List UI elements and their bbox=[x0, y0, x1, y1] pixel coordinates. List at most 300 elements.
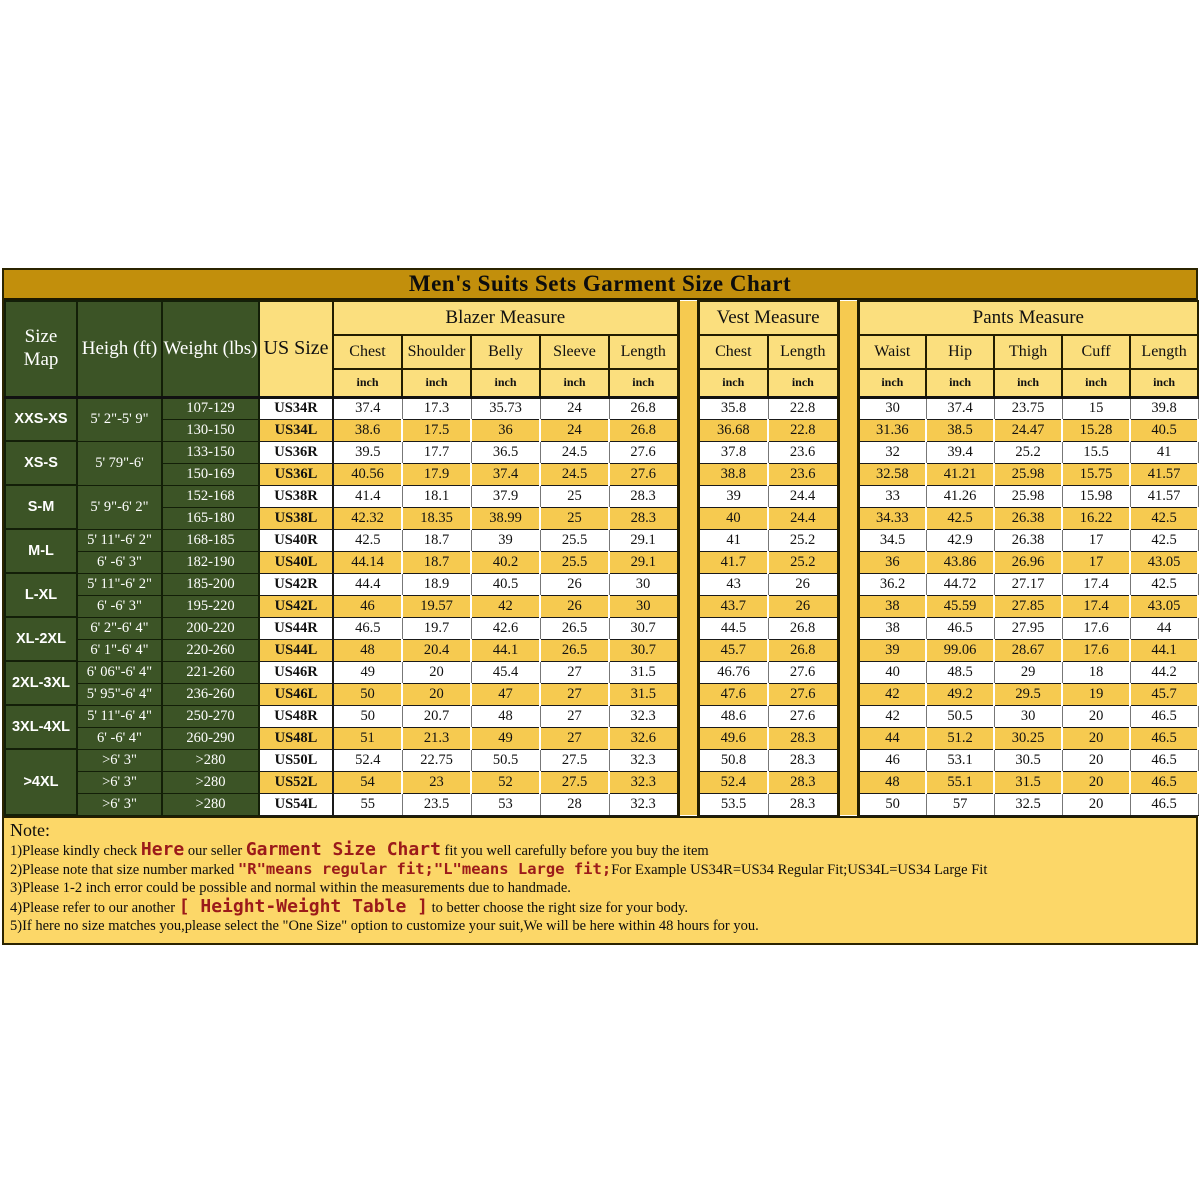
pants-value-cell: 39 bbox=[858, 639, 926, 661]
blazer-value-cell: 42.6 bbox=[471, 617, 540, 639]
pants-value-cell: 16.22 bbox=[1062, 507, 1130, 529]
col-header-blazer-belly: Belly bbox=[471, 335, 540, 369]
pants-value-cell: 44.2 bbox=[1130, 661, 1198, 683]
blazer-value-cell: 49 bbox=[471, 727, 540, 749]
note-text: 5)If here no size matches you,please select the "One Size" option to customize your suit,We will be here within 48 hours for you. bbox=[10, 917, 759, 934]
weight-cell: 200-220 bbox=[162, 617, 259, 639]
pants-value-cell: 42.5 bbox=[926, 507, 994, 529]
pants-value-cell: 26.38 bbox=[994, 529, 1062, 551]
blazer-value-cell: 27 bbox=[540, 705, 609, 727]
blazer-value-cell: 25.5 bbox=[540, 551, 609, 573]
section-header-vest: Vest Measure bbox=[698, 301, 838, 335]
pants-value-cell: 15.28 bbox=[1062, 419, 1130, 441]
weight-cell: 150-169 bbox=[162, 463, 259, 485]
blazer-value-cell: 27 bbox=[540, 727, 609, 749]
blazer-value-cell: 50 bbox=[333, 683, 402, 705]
blazer-value-cell: 44.1 bbox=[471, 639, 540, 661]
blazer-value-cell: 23 bbox=[402, 771, 471, 793]
unit-label: inch bbox=[471, 369, 540, 397]
weight-cell: 221-260 bbox=[162, 661, 259, 683]
pants-value-cell: 57 bbox=[926, 793, 994, 815]
gap-strip bbox=[838, 301, 858, 815]
col-header-size-map: Size Map bbox=[5, 301, 77, 397]
blazer-value-cell: 31.5 bbox=[609, 683, 678, 705]
blazer-value-cell: 27 bbox=[540, 661, 609, 683]
pants-value-cell: 37.4 bbox=[926, 397, 994, 419]
pants-value-cell: 34.5 bbox=[858, 529, 926, 551]
pants-value-cell: 41.21 bbox=[926, 463, 994, 485]
blazer-value-cell: 19.57 bbox=[402, 595, 471, 617]
note-line bbox=[10, 841, 1190, 860]
pants-value-cell: 25.2 bbox=[994, 441, 1062, 463]
pants-value-cell: 25.98 bbox=[994, 485, 1062, 507]
us-size-cell: US38L bbox=[259, 507, 333, 529]
height-cell: 6' -6' 4" bbox=[77, 727, 162, 749]
col-header-blazer-shoulder: Shoulder bbox=[402, 335, 471, 369]
blazer-value-cell: 32.3 bbox=[609, 749, 678, 771]
pants-value-cell: 46 bbox=[858, 749, 926, 771]
height-cell: 6' 06"-6' 4" bbox=[77, 661, 162, 683]
note-line bbox=[10, 917, 1190, 935]
height-cell: 5' 11"-6' 2" bbox=[77, 573, 162, 595]
pants-value-cell: 17.6 bbox=[1062, 617, 1130, 639]
pants-value-cell: 44.1 bbox=[1130, 639, 1198, 661]
unit-label: inch bbox=[1130, 369, 1198, 397]
vest-value-cell: 53.5 bbox=[698, 793, 768, 815]
height-cell: 5' 11"-6' 2" bbox=[77, 529, 162, 551]
vest-value-cell: 43.7 bbox=[698, 595, 768, 617]
pants-value-cell: 29.5 bbox=[994, 683, 1062, 705]
height-cell: >6' 3" bbox=[77, 749, 162, 771]
blazer-value-cell: 22.75 bbox=[402, 749, 471, 771]
vest-value-cell: 52.4 bbox=[698, 771, 768, 793]
us-size-cell: US52L bbox=[259, 771, 333, 793]
height-cell: 5' 2"-5' 9" bbox=[77, 397, 162, 441]
table-row bbox=[5, 441, 1198, 463]
blazer-value-cell: 23.5 bbox=[402, 793, 471, 815]
blazer-value-cell: 40.56 bbox=[333, 463, 402, 485]
size-group-cell: XL-2XL bbox=[5, 617, 77, 661]
blazer-value-cell: 26.8 bbox=[609, 419, 678, 441]
vest-value-cell: 23.6 bbox=[768, 463, 838, 485]
vest-value-cell: 28.3 bbox=[768, 771, 838, 793]
pants-value-cell: 55.1 bbox=[926, 771, 994, 793]
blazer-value-cell: 50.5 bbox=[471, 749, 540, 771]
table-row bbox=[5, 551, 1198, 573]
blazer-value-cell: 27.6 bbox=[609, 463, 678, 485]
vest-value-cell: 48.6 bbox=[698, 705, 768, 727]
pants-value-cell: 32.58 bbox=[858, 463, 926, 485]
size-group-cell: >4XL bbox=[5, 749, 77, 815]
pants-value-cell: 15.75 bbox=[1062, 463, 1130, 485]
vest-value-cell: 24.4 bbox=[768, 485, 838, 507]
blazer-value-cell: 30 bbox=[609, 573, 678, 595]
blazer-value-cell: 41.4 bbox=[333, 485, 402, 507]
blazer-value-cell: 20.7 bbox=[402, 705, 471, 727]
blazer-value-cell: 29.1 bbox=[609, 551, 678, 573]
blazer-value-cell: 44.4 bbox=[333, 573, 402, 595]
pants-value-cell: 41.57 bbox=[1130, 485, 1198, 507]
pants-value-cell: 41 bbox=[1130, 441, 1198, 463]
blazer-value-cell: 27 bbox=[540, 683, 609, 705]
unit-label: inch bbox=[333, 369, 402, 397]
pants-value-cell: 39.8 bbox=[1130, 397, 1198, 419]
pants-value-cell: 40.5 bbox=[1130, 419, 1198, 441]
us-size-cell: US40R bbox=[259, 529, 333, 551]
pants-value-cell: 50.5 bbox=[926, 705, 994, 727]
blazer-value-cell: 21.3 bbox=[402, 727, 471, 749]
us-size-cell: US54L bbox=[259, 793, 333, 815]
pants-value-cell: 20 bbox=[1062, 749, 1130, 771]
weight-cell: >280 bbox=[162, 749, 259, 771]
vest-value-cell: 45.7 bbox=[698, 639, 768, 661]
blazer-value-cell: 46.5 bbox=[333, 617, 402, 639]
blazer-value-cell: 36 bbox=[471, 419, 540, 441]
pants-value-cell: 43.05 bbox=[1130, 551, 1198, 573]
pants-value-cell: 44 bbox=[1130, 617, 1198, 639]
vest-value-cell: 27.6 bbox=[768, 661, 838, 683]
pants-value-cell: 17.4 bbox=[1062, 595, 1130, 617]
unit-label: inch bbox=[994, 369, 1062, 397]
pants-value-cell: 26.96 bbox=[994, 551, 1062, 573]
weight-cell: 236-260 bbox=[162, 683, 259, 705]
col-header-pants-length: Length bbox=[1130, 335, 1198, 369]
blazer-value-cell: 42.5 bbox=[333, 529, 402, 551]
note-text: 4)Please refer to our another bbox=[10, 899, 179, 916]
us-size-cell: US44R bbox=[259, 617, 333, 639]
weight-cell: 185-200 bbox=[162, 573, 259, 595]
blazer-value-cell: 18.1 bbox=[402, 485, 471, 507]
vest-value-cell: 39 bbox=[698, 485, 768, 507]
blazer-value-cell: 26.5 bbox=[540, 639, 609, 661]
vest-value-cell: 44.5 bbox=[698, 617, 768, 639]
vest-value-cell: 26 bbox=[768, 573, 838, 595]
pants-value-cell: 32.5 bbox=[994, 793, 1062, 815]
pants-value-cell: 41.57 bbox=[1130, 463, 1198, 485]
unit-label: inch bbox=[698, 369, 768, 397]
blazer-value-cell: 52 bbox=[471, 771, 540, 793]
height-cell: 6' -6' 3" bbox=[77, 551, 162, 573]
vest-value-cell: 28.3 bbox=[768, 749, 838, 771]
size-group-cell: M-L bbox=[5, 529, 77, 573]
pants-value-cell: 30.5 bbox=[994, 749, 1062, 771]
blazer-value-cell: 48 bbox=[333, 639, 402, 661]
blazer-value-cell: 46 bbox=[333, 595, 402, 617]
note-text: fit you well carefully before you buy the item bbox=[440, 843, 709, 859]
blazer-value-cell: 18.7 bbox=[402, 529, 471, 551]
height-cell: >6' 3" bbox=[77, 771, 162, 793]
blazer-value-cell: 32.3 bbox=[609, 771, 678, 793]
pants-value-cell: 36 bbox=[858, 551, 926, 573]
pants-value-cell: 45.7 bbox=[1130, 683, 1198, 705]
us-size-cell: US48L bbox=[259, 727, 333, 749]
table-row bbox=[5, 485, 1198, 507]
blazer-value-cell: 44.14 bbox=[333, 551, 402, 573]
blazer-value-cell: 19.7 bbox=[402, 617, 471, 639]
blazer-value-cell: 53 bbox=[471, 793, 540, 815]
section-header-pants: Pants Measure bbox=[858, 301, 1198, 335]
blazer-value-cell: 37.9 bbox=[471, 485, 540, 507]
vest-value-cell: 25.2 bbox=[768, 529, 838, 551]
pants-value-cell: 46.5 bbox=[1130, 793, 1198, 815]
table-row bbox=[5, 683, 1198, 705]
vest-value-cell: 26 bbox=[768, 595, 838, 617]
note-text: 1)Please kindly check bbox=[10, 843, 141, 859]
col-header-vest-length: Length bbox=[768, 335, 838, 369]
table-row bbox=[5, 419, 1198, 441]
blazer-value-cell: 24 bbox=[540, 397, 609, 419]
pants-value-cell: 42.5 bbox=[1130, 573, 1198, 595]
blazer-value-cell: 42.32 bbox=[333, 507, 402, 529]
table-row bbox=[5, 793, 1198, 815]
pants-value-cell: 43.05 bbox=[1130, 595, 1198, 617]
table-row bbox=[5, 529, 1198, 551]
height-cell: 6' 2"-6' 4" bbox=[77, 617, 162, 639]
pants-value-cell: 53.1 bbox=[926, 749, 994, 771]
blazer-value-cell: 37.4 bbox=[471, 463, 540, 485]
size-group-cell: L-XL bbox=[5, 573, 77, 617]
vest-value-cell: 25.2 bbox=[768, 551, 838, 573]
vest-value-cell: 40 bbox=[698, 507, 768, 529]
weight-cell: 107-129 bbox=[162, 397, 259, 419]
us-size-cell: US36R bbox=[259, 441, 333, 463]
vest-value-cell: 49.6 bbox=[698, 727, 768, 749]
blazer-value-cell: 17.7 bbox=[402, 441, 471, 463]
note-text: For Example US34R=US34 Regular Fit;US34L=US34 Large Fit bbox=[611, 862, 988, 879]
pants-value-cell: 38.5 bbox=[926, 419, 994, 441]
pants-value-cell: 33 bbox=[858, 485, 926, 507]
pants-value-cell: 15 bbox=[1062, 397, 1130, 419]
blazer-value-cell: 18.9 bbox=[402, 573, 471, 595]
pants-value-cell: 43.86 bbox=[926, 551, 994, 573]
us-size-cell: US34R bbox=[259, 397, 333, 419]
pants-value-cell: 34.33 bbox=[858, 507, 926, 529]
chart-title-bar bbox=[4, 270, 1196, 300]
blazer-value-cell: 18.35 bbox=[402, 507, 471, 529]
blazer-value-cell: 26.8 bbox=[609, 397, 678, 419]
blazer-value-cell: 17.9 bbox=[402, 463, 471, 485]
blazer-value-cell: 20 bbox=[402, 661, 471, 683]
col-header-vest-chest: Chest bbox=[698, 335, 768, 369]
table-row bbox=[5, 595, 1198, 617]
pants-value-cell: 38 bbox=[858, 595, 926, 617]
vest-value-cell: 38.8 bbox=[698, 463, 768, 485]
vest-value-cell: 47.6 bbox=[698, 683, 768, 705]
table-row bbox=[5, 727, 1198, 749]
col-header-blazer-chest: Chest bbox=[333, 335, 402, 369]
pants-value-cell: 20 bbox=[1062, 771, 1130, 793]
blazer-value-cell: 26.5 bbox=[540, 617, 609, 639]
pants-value-cell: 15.98 bbox=[1062, 485, 1130, 507]
blazer-value-cell: 32.3 bbox=[609, 705, 678, 727]
pants-value-cell: 25.98 bbox=[994, 463, 1062, 485]
blazer-value-cell: 27.5 bbox=[540, 749, 609, 771]
pants-value-cell: 27.95 bbox=[994, 617, 1062, 639]
unit-label: inch bbox=[609, 369, 678, 397]
weight-cell: 220-260 bbox=[162, 639, 259, 661]
table-row bbox=[5, 397, 1198, 419]
blazer-value-cell: 28 bbox=[540, 793, 609, 815]
us-size-cell: US38R bbox=[259, 485, 333, 507]
us-size-cell: US48R bbox=[259, 705, 333, 727]
blazer-value-cell: 51 bbox=[333, 727, 402, 749]
height-cell: 6' 1"-6' 4" bbox=[77, 639, 162, 661]
blazer-value-cell: 25 bbox=[540, 485, 609, 507]
blazer-value-cell: 17.3 bbox=[402, 397, 471, 419]
blazer-value-cell: 55 bbox=[333, 793, 402, 815]
notes-section bbox=[4, 816, 1196, 943]
pants-value-cell: 99.06 bbox=[926, 639, 994, 661]
note-highlight: Here bbox=[140, 839, 185, 860]
pants-value-cell: 27.17 bbox=[994, 573, 1062, 595]
pants-value-cell: 51.2 bbox=[926, 727, 994, 749]
pants-value-cell: 42.9 bbox=[926, 529, 994, 551]
blazer-value-cell: 36.5 bbox=[471, 441, 540, 463]
blazer-value-cell: 30.7 bbox=[609, 617, 678, 639]
note-text: our seller bbox=[184, 843, 246, 859]
table-row bbox=[5, 705, 1198, 727]
pants-value-cell: 45.59 bbox=[926, 595, 994, 617]
unit-label: inch bbox=[402, 369, 471, 397]
us-size-cell: US34L bbox=[259, 419, 333, 441]
vest-value-cell: 22.8 bbox=[768, 397, 838, 419]
height-cell: >6' 3" bbox=[77, 793, 162, 815]
pants-value-cell: 46.5 bbox=[1130, 727, 1198, 749]
pants-value-cell: 27.85 bbox=[994, 595, 1062, 617]
blazer-value-cell: 27.5 bbox=[540, 771, 609, 793]
blazer-value-cell: 48 bbox=[471, 705, 540, 727]
vest-value-cell: 26.8 bbox=[768, 639, 838, 661]
vest-value-cell: 22.8 bbox=[768, 419, 838, 441]
blazer-value-cell: 37.4 bbox=[333, 397, 402, 419]
pants-value-cell: 30 bbox=[858, 397, 926, 419]
vest-value-cell: 27.6 bbox=[768, 683, 838, 705]
blazer-value-cell: 47 bbox=[471, 683, 540, 705]
blazer-value-cell: 35.73 bbox=[471, 397, 540, 419]
size-group-cell: 2XL-3XL bbox=[5, 661, 77, 705]
table-row bbox=[5, 661, 1198, 683]
blazer-value-cell: 50 bbox=[333, 705, 402, 727]
vest-value-cell: 27.6 bbox=[768, 705, 838, 727]
note-highlight: "R"means regular fit;"L"means Large fit; bbox=[237, 860, 612, 879]
note-highlight: Garment Size Chart bbox=[245, 839, 441, 860]
size-group-cell: 3XL-4XL bbox=[5, 705, 77, 749]
col-header-pants-hip: Hip bbox=[926, 335, 994, 369]
blazer-value-cell: 30 bbox=[609, 595, 678, 617]
vest-value-cell: 41 bbox=[698, 529, 768, 551]
col-header-weight: Weight (lbs) bbox=[162, 301, 259, 397]
pants-value-cell: 42 bbox=[858, 705, 926, 727]
blazer-value-cell: 28.3 bbox=[609, 485, 678, 507]
size-table bbox=[4, 300, 1199, 816]
height-cell: 5' 79"-6' bbox=[77, 441, 162, 485]
blazer-value-cell: 31.5 bbox=[609, 661, 678, 683]
vest-value-cell: 46.76 bbox=[698, 661, 768, 683]
pants-value-cell: 31.5 bbox=[994, 771, 1062, 793]
blazer-value-cell: 25 bbox=[540, 507, 609, 529]
us-size-cell: US50L bbox=[259, 749, 333, 771]
weight-cell: 182-190 bbox=[162, 551, 259, 573]
blazer-value-cell: 39.5 bbox=[333, 441, 402, 463]
blazer-value-cell: 45.4 bbox=[471, 661, 540, 683]
pants-value-cell: 17.6 bbox=[1062, 639, 1130, 661]
blazer-value-cell: 40.5 bbox=[471, 573, 540, 595]
vest-value-cell: 28.3 bbox=[768, 727, 838, 749]
unit-label: inch bbox=[1062, 369, 1130, 397]
blazer-value-cell: 49 bbox=[333, 661, 402, 683]
chart-title: Men's Suits Sets Garment Size Chart bbox=[408, 271, 792, 296]
weight-cell: >280 bbox=[162, 793, 259, 815]
table-row bbox=[5, 749, 1198, 771]
us-size-cell: US42L bbox=[259, 595, 333, 617]
weight-cell: 250-270 bbox=[162, 705, 259, 727]
col-header-pants-thigh: Thigh bbox=[994, 335, 1062, 369]
pants-value-cell: 46.5 bbox=[1130, 771, 1198, 793]
blazer-value-cell: 28.3 bbox=[609, 507, 678, 529]
pants-value-cell: 39.4 bbox=[926, 441, 994, 463]
blazer-value-cell: 17.5 bbox=[402, 419, 471, 441]
pants-value-cell: 30 bbox=[994, 705, 1062, 727]
col-header-pants-cuff: Cuff bbox=[1062, 335, 1130, 369]
pants-value-cell: 29 bbox=[994, 661, 1062, 683]
blazer-value-cell: 25.5 bbox=[540, 529, 609, 551]
weight-cell: 195-220 bbox=[162, 595, 259, 617]
table-row bbox=[5, 507, 1198, 529]
blazer-value-cell: 27.6 bbox=[609, 441, 678, 463]
pants-value-cell: 42.5 bbox=[1130, 507, 1198, 529]
vest-value-cell: 26.8 bbox=[768, 617, 838, 639]
height-cell: 6' -6' 3" bbox=[77, 595, 162, 617]
pants-value-cell: 40 bbox=[858, 661, 926, 683]
pants-value-cell: 48.5 bbox=[926, 661, 994, 683]
pants-value-cell: 38 bbox=[858, 617, 926, 639]
pants-value-cell: 44 bbox=[858, 727, 926, 749]
blazer-value-cell: 30.7 bbox=[609, 639, 678, 661]
blazer-value-cell: 32.6 bbox=[609, 727, 678, 749]
table-row bbox=[5, 573, 1198, 595]
pants-value-cell: 17.4 bbox=[1062, 573, 1130, 595]
note-highlight: [ Height-Weight Table ] bbox=[178, 895, 428, 917]
vest-value-cell: 23.6 bbox=[768, 441, 838, 463]
us-size-cell: US42R bbox=[259, 573, 333, 595]
weight-cell: 152-168 bbox=[162, 485, 259, 507]
weight-cell: 165-180 bbox=[162, 507, 259, 529]
pants-value-cell: 17 bbox=[1062, 551, 1130, 573]
note-text: 3)Please 1-2 inch error could be possible and normal within the measurements due to handmade. bbox=[10, 880, 571, 897]
size-chart bbox=[2, 268, 1198, 945]
col-header-blazer-sleeve: Sleeve bbox=[540, 335, 609, 369]
pants-value-cell: 24.47 bbox=[994, 419, 1062, 441]
pants-value-cell: 15.5 bbox=[1062, 441, 1130, 463]
blazer-value-cell: 24.5 bbox=[540, 441, 609, 463]
blazer-value-cell: 26 bbox=[540, 595, 609, 617]
vest-value-cell: 41.7 bbox=[698, 551, 768, 573]
blazer-value-cell: 26 bbox=[540, 573, 609, 595]
blazer-value-cell: 38.99 bbox=[471, 507, 540, 529]
blazer-value-cell: 24 bbox=[540, 419, 609, 441]
notes-heading: Note: bbox=[10, 820, 50, 840]
blazer-value-cell: 38.6 bbox=[333, 419, 402, 441]
pants-value-cell: 19 bbox=[1062, 683, 1130, 705]
weight-cell: 130-150 bbox=[162, 419, 259, 441]
note-text: to better choose the right size for your body. bbox=[427, 899, 688, 916]
pants-value-cell: 46.5 bbox=[1130, 749, 1198, 771]
vest-value-cell: 28.3 bbox=[768, 793, 838, 815]
blazer-value-cell: 29.1 bbox=[609, 529, 678, 551]
weight-cell: 260-290 bbox=[162, 727, 259, 749]
vest-value-cell: 50.8 bbox=[698, 749, 768, 771]
us-size-cell: US46L bbox=[259, 683, 333, 705]
